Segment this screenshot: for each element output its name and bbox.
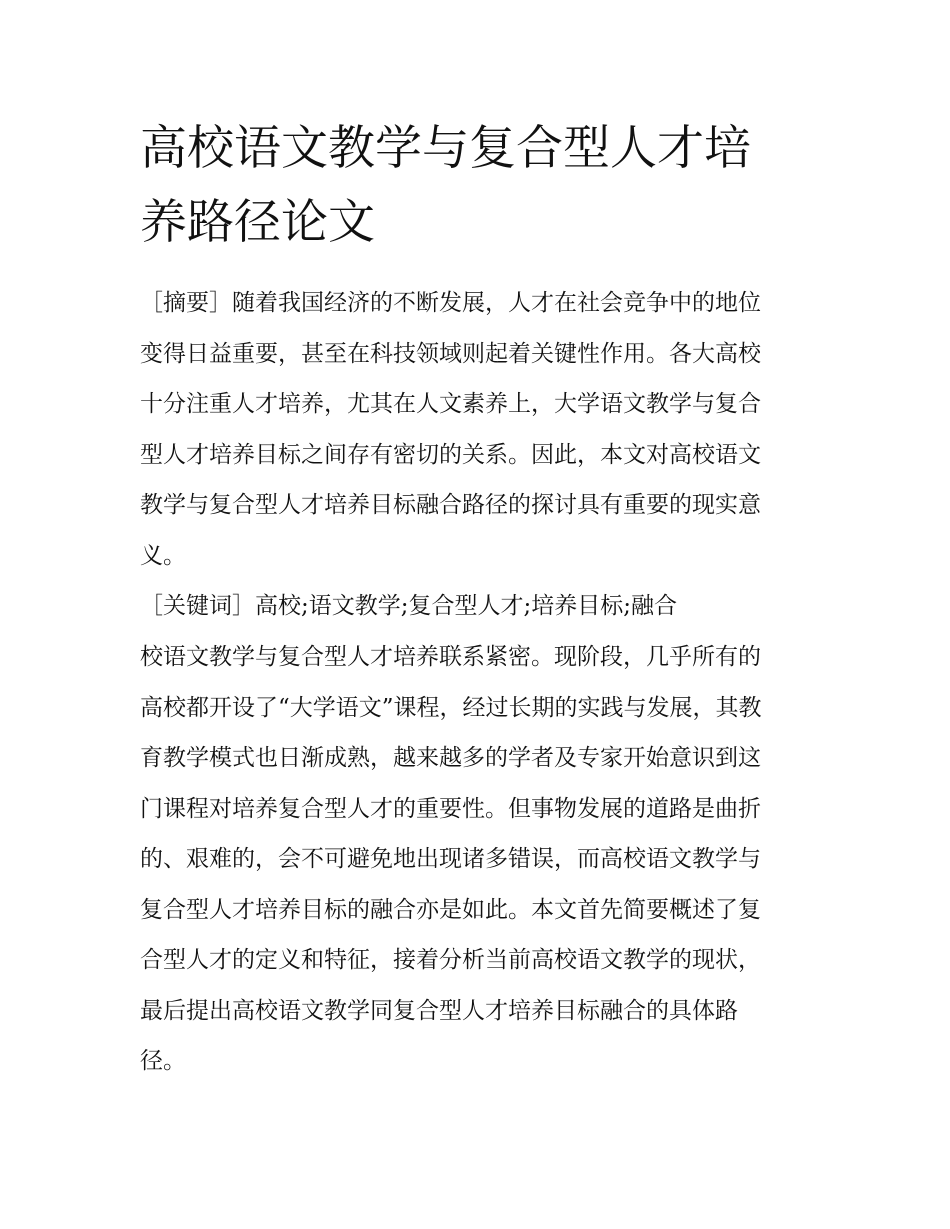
body-line: 复合型人才培养目标的融合亦是如此。本文首先简要概述了复: [140, 896, 761, 923]
keywords-paragraph: [140, 581, 820, 632]
body-line: 合型人才的定义和特征，接着分析当前高校语文教学的现状，: [140, 947, 761, 973]
body-line: 高校都开设了“大学语文”课程，经过长期的实践与发展，其教: [140, 694, 762, 721]
abstract-line: 义。: [140, 542, 186, 569]
body-line: 育教学模式也日渐成熟，越来越多的学者及专家开始意识到这: [140, 745, 761, 771]
body-line: 门课程对培养复合型人才的重要性。但事物发展的道路是曲折: [140, 795, 761, 822]
title-line: 高校语文教学与复合型人才培: [140, 121, 751, 176]
body-line: 径。: [140, 1048, 186, 1074]
title-line: 养路径论文: [140, 195, 375, 250]
body-paragraph: [140, 632, 820, 1087]
abstract-paragraph: [140, 278, 820, 581]
body-line: 的、艰难的，会不可避免地出现诸多错误，而高校语文教学与: [140, 846, 761, 872]
keywords-line: ［关键词］高校;语文教学;复合型人才;培养目标;融合: [140, 593, 677, 619]
abstract-line: 变得日益重要，甚至在科技领域则起着关键性作用。各大高校: [140, 340, 761, 367]
body-line: 最后提出高校语文教学同复合型人才培养目标融合的具体路: [140, 997, 738, 1024]
abstract-line: 教学与复合型人才培养目标融合路径的探讨具有重要的现实意: [140, 492, 761, 518]
abstract-line: 型人才培养目标之间存有密切的关系。因此，本文对高校语文: [140, 441, 761, 468]
document-title: [140, 112, 820, 260]
abstract-line: 十分注重人才培养，尤其在人文素养上，大学语文教学与复合: [140, 391, 761, 417]
abstract-line: ［摘要］随着我国经济的不断发展，人才在社会竞争中的地位: [140, 290, 761, 316]
body-line: 校语文教学与复合型人才培养联系紧密。现阶段，几乎所有的: [140, 644, 761, 670]
